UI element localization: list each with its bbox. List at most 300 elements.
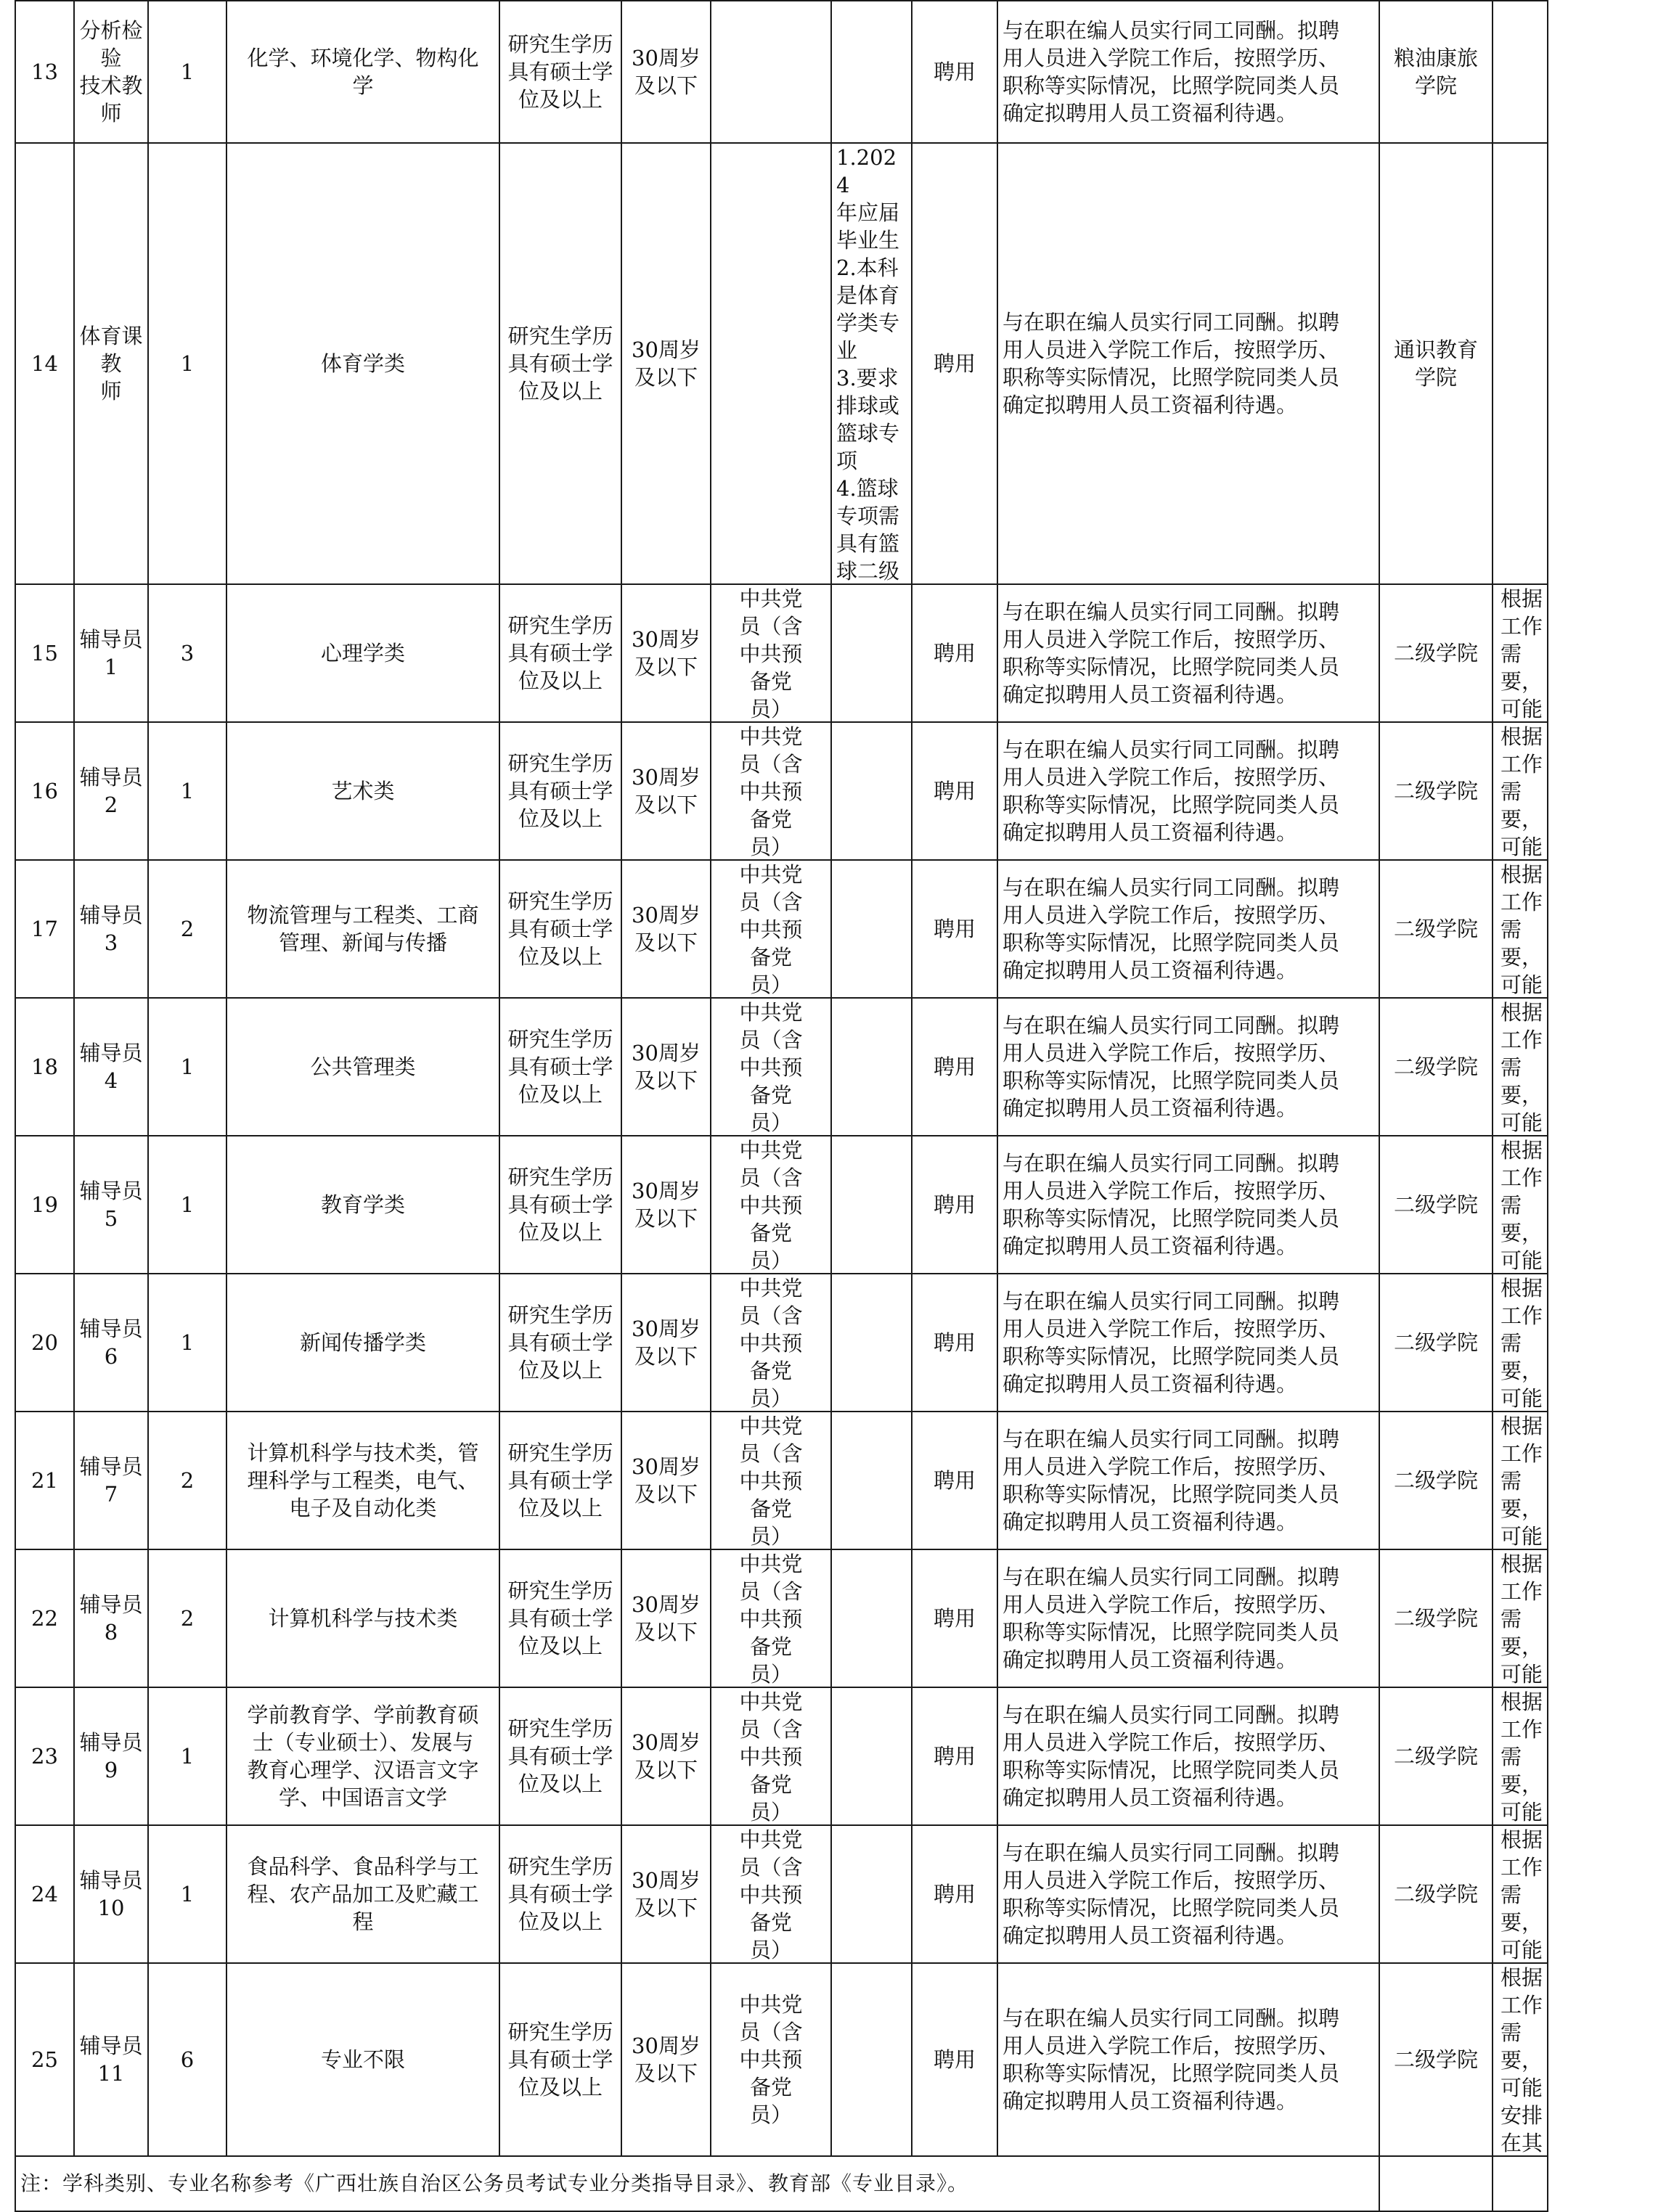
employment-form-cell-text: 聘用	[933, 1744, 976, 1769]
age-cell	[621, 1274, 711, 1412]
department-cell-text: 二级学院	[1393, 1744, 1478, 1769]
pay-cell	[997, 1274, 1379, 1412]
pay-cell	[997, 1412, 1379, 1549]
other-conditions-cell	[831, 1, 912, 143]
position-title-cell	[74, 1687, 148, 1825]
headcount-cell-text: 1	[180, 1192, 195, 1217]
education-cell	[499, 584, 621, 722]
age-cell-text: 30周岁 及以下	[632, 1041, 701, 1093]
major-cell-text: 计算机科学与技术类，管 理科学与工程类，电气、 电子及自动化类	[247, 1441, 479, 1520]
politics-cell-text: 中共党 员（含 中共预 备党 员）	[739, 1276, 803, 1411]
education-cell-text: 研究生学历 具有硕士学 位及以上	[507, 324, 613, 404]
department-cell	[1379, 998, 1493, 1136]
education-cell-text: 研究生学历 具有硕士学 位及以上	[507, 1854, 613, 1934]
department-cell	[1379, 1274, 1493, 1412]
pay-cell	[997, 1963, 1379, 2156]
age-cell	[621, 998, 711, 1136]
major-cell	[226, 1274, 499, 1412]
department-cell-text: 通识教育 学院	[1393, 337, 1478, 390]
employment-form-cell	[912, 1, 997, 143]
employment-form-cell-text: 聘用	[933, 351, 976, 376]
position-title-cell	[74, 998, 148, 1136]
age-cell-text: 30周岁 及以下	[632, 2033, 701, 2086]
table-row	[15, 722, 1548, 860]
major-cell-text: 化学、环境化学、物构化 学	[247, 46, 479, 98]
education-cell-text: 研究生学历 具有硕士学 位及以上	[507, 751, 613, 831]
headcount-cell	[148, 584, 226, 722]
employment-form-cell	[912, 1274, 997, 1412]
employment-form-cell	[912, 1412, 997, 1549]
politics-cell	[711, 860, 831, 998]
pay-cell	[997, 1687, 1379, 1825]
employment-form-cell-text: 聘用	[933, 1606, 976, 1631]
position-title-cell	[74, 1825, 148, 1963]
politics-cell-text: 中共党 员（含 中共预 备党 员）	[739, 586, 803, 721]
education-cell-text: 研究生学历 具有硕士学 位及以上	[507, 613, 613, 693]
department-cell-text: 二级学院	[1393, 779, 1478, 803]
department-cell	[1379, 860, 1493, 998]
education-cell	[499, 1274, 621, 1412]
major-cell	[226, 1687, 499, 1825]
department-cell	[1379, 1825, 1493, 1963]
department-cell	[1379, 1, 1493, 143]
seq-cell-text: 24	[31, 1882, 58, 1906]
department-cell	[1379, 1412, 1493, 1549]
seq-cell-text: 18	[31, 1054, 58, 1079]
position-title-cell	[74, 1274, 148, 1412]
politics-cell	[711, 584, 831, 722]
seq-cell	[15, 1136, 74, 1274]
major-cell-text: 物流管理与工程类、工商 管理、新闻与传播	[247, 903, 479, 955]
headcount-cell	[148, 722, 226, 860]
education-cell	[499, 722, 621, 860]
pay-cell	[997, 1136, 1379, 1274]
age-cell	[621, 1136, 711, 1274]
employment-form-cell-text: 聘用	[933, 1330, 976, 1355]
position-title-cell-text: 辅导员11	[79, 2033, 143, 2086]
pay-cell	[997, 998, 1379, 1136]
department-cell-text: 二级学院	[1393, 1882, 1478, 1906]
age-cell-text: 30周岁 及以下	[632, 1454, 701, 1507]
department-cell-text: 二级学院	[1393, 1192, 1478, 1217]
other-conditions-cell	[831, 1825, 912, 1963]
employment-form-cell	[912, 1963, 997, 2156]
seq-cell	[15, 860, 74, 998]
pay-cell	[997, 584, 1379, 722]
major-cell-text: 公共管理类	[310, 1054, 416, 1079]
remarks-cell	[1493, 1136, 1548, 1274]
age-cell-text: 30周岁 及以下	[632, 1179, 701, 1231]
politics-cell-text: 中共党 员（含 中共预 备党 员）	[739, 724, 803, 859]
education-cell	[499, 860, 621, 998]
footnote-empty-cell	[1493, 2156, 1548, 2211]
age-cell-text: 30周岁 及以下	[632, 627, 701, 679]
table-row	[15, 1825, 1548, 1963]
education-cell	[499, 1549, 621, 1687]
pay-cell-text: 与在职在编人员实行同工同酬。拟聘 用人员进入学院工作后，按照学历、 职称等实际情况，比照学院同类人员 确定拟聘用人员工资福利待遇。	[1003, 737, 1340, 845]
table-body	[15, 1, 1548, 2211]
remarks-cell	[1493, 998, 1548, 1136]
education-cell	[499, 1963, 621, 2156]
department-cell	[1379, 143, 1493, 584]
department-cell-text: 粮油康旅 学院	[1393, 46, 1478, 98]
employment-form-cell-text: 聘用	[933, 641, 976, 665]
remarks-cell	[1493, 1, 1548, 143]
education-cell	[499, 1, 621, 143]
pay-cell	[997, 1825, 1379, 1963]
headcount-cell	[148, 1687, 226, 1825]
remarks-cell	[1493, 1412, 1548, 1549]
headcount-cell	[148, 1549, 226, 1687]
remarks-cell-text: 根据 工作 需要， 可能	[1501, 1689, 1543, 1824]
department-cell-text: 二级学院	[1393, 1330, 1478, 1355]
remarks-cell	[1493, 722, 1548, 860]
position-title-cell-text: 辅导员5	[79, 1179, 143, 1231]
headcount-cell	[148, 1136, 226, 1274]
seq-cell	[15, 584, 74, 722]
employment-form-cell-text: 聘用	[933, 1054, 976, 1079]
education-cell-text: 研究生学历 具有硕士学 位及以上	[507, 1303, 613, 1382]
position-title-cell	[74, 1412, 148, 1549]
pay-cell-text: 与在职在编人员实行同工同酬。拟聘 用人员进入学院工作后，按照学历、 职称等实际情况，比照学院同类人员 确定拟聘用人员工资福利待遇。	[1003, 2006, 1340, 2113]
politics-cell-text: 中共党 员（含 中共预 备党 员）	[739, 862, 803, 997]
seq-cell-text: 14	[31, 351, 58, 376]
department-cell-text: 二级学院	[1393, 1054, 1478, 1079]
employment-form-cell-text: 聘用	[933, 2047, 976, 2072]
age-cell	[621, 722, 711, 860]
department-cell	[1379, 1549, 1493, 1687]
pay-cell-text: 与在职在编人员实行同工同酬。拟聘 用人员进入学院工作后，按照学历、 职称等实际情况，比照学院同类人员 确定拟聘用人员工资福利待遇。	[1003, 1013, 1340, 1121]
headcount-cell	[148, 1, 226, 143]
headcount-cell-text: 1	[180, 1744, 195, 1769]
pay-cell-text: 与在职在编人员实行同工同酬。拟聘 用人员进入学院工作后，按照学历、 职称等实际情况，比照学院同类人员 确定拟聘用人员工资福利待遇。	[1003, 1427, 1340, 1534]
education-cell-text: 研究生学历 具有硕士学 位及以上	[507, 2020, 613, 2100]
pay-cell	[997, 1, 1379, 143]
other-conditions-cell	[831, 860, 912, 998]
education-cell-text: 研究生学历 具有硕士学 位及以上	[507, 1716, 613, 1796]
table-row	[15, 1412, 1548, 1549]
age-cell	[621, 1825, 711, 1963]
table-row	[15, 998, 1548, 1136]
headcount-cell-text: 1	[180, 779, 195, 803]
politics-cell	[711, 1136, 831, 1274]
remarks-cell	[1493, 1274, 1548, 1412]
pay-cell	[997, 143, 1379, 584]
employment-form-cell-text: 聘用	[933, 1468, 976, 1493]
remarks-cell	[1493, 1963, 1548, 2156]
employment-form-cell	[912, 143, 997, 584]
pay-cell	[997, 1549, 1379, 1687]
headcount-cell-text: 1	[180, 1330, 195, 1355]
major-cell-text: 心理学类	[320, 641, 405, 665]
table-row	[15, 143, 1548, 584]
headcount-cell	[148, 998, 226, 1136]
other-conditions-cell	[831, 1549, 912, 1687]
age-cell-text: 30周岁 及以下	[632, 1592, 701, 1644]
remarks-cell-text: 根据 工作 需要， 可能	[1501, 1138, 1543, 1273]
headcount-cell-text: 1	[180, 1882, 195, 1906]
remarks-cell-text: 根据 工作 需要， 可能 安排 在其	[1501, 1965, 1543, 2155]
seq-cell	[15, 722, 74, 860]
major-cell-text: 艺术类	[331, 779, 395, 803]
major-cell	[226, 1, 499, 143]
other-conditions-cell	[831, 1412, 912, 1549]
seq-cell-text: 22	[31, 1606, 58, 1631]
seq-cell-text: 20	[31, 1330, 58, 1355]
remarks-cell-text: 根据 工作 需要， 可能	[1501, 586, 1543, 721]
seq-cell-text: 17	[31, 917, 58, 941]
table-row	[15, 1274, 1548, 1412]
headcount-cell-text: 6	[180, 2047, 195, 2072]
position-title-cell	[74, 1963, 148, 2156]
politics-cell	[711, 1549, 831, 1687]
major-cell	[226, 1549, 499, 1687]
employment-form-cell	[912, 584, 997, 722]
table-row	[15, 1963, 1548, 2156]
education-cell-text: 研究生学历 具有硕士学 位及以上	[507, 889, 613, 969]
position-title-cell-text: 辅导员2	[79, 765, 143, 817]
seq-cell	[15, 1963, 74, 2156]
major-cell-text: 学前教育学、学前教育硕 士（专业硕士）、发展与 教育心理学、汉语言文字 学、中国语言文学	[247, 1703, 479, 1810]
remarks-cell	[1493, 1825, 1548, 1963]
pay-cell-text: 与在职在编人员实行同工同酬。拟聘 用人员进入学院工作后，按照学历、 职称等实际情况，比照学院同类人员 确定拟聘用人员工资福利待遇。	[1003, 310, 1340, 417]
employment-form-cell-text: 聘用	[933, 1192, 976, 1217]
age-cell	[621, 1963, 711, 2156]
politics-cell	[711, 1825, 831, 1963]
position-title-cell-text: 辅导员6	[79, 1316, 143, 1369]
other-conditions-cell	[831, 143, 912, 584]
age-cell	[621, 584, 711, 722]
department-cell	[1379, 584, 1493, 722]
age-cell	[621, 143, 711, 584]
education-cell-text: 研究生学历 具有硕士学 位及以上	[507, 1578, 613, 1658]
pay-cell-text: 与在职在编人员实行同工同酬。拟聘 用人员进入学院工作后，按照学历、 职称等实际情况，比照学院同类人员 确定拟聘用人员工资福利待遇。	[1003, 1565, 1340, 1672]
seq-cell-text: 15	[31, 641, 58, 665]
other-conditions-cell-text: 1.2024 年应届 毕业生 2.本科 是体育 学类专 业 3.要求 排球或 篮球专 项 4.篮球 专项需 具有篮 球二级	[836, 145, 900, 583]
other-conditions-cell	[831, 1963, 912, 2156]
seq-cell-text: 13	[31, 60, 58, 84]
education-cell	[499, 143, 621, 584]
department-cell	[1379, 1136, 1493, 1274]
age-cell-text: 30周岁 及以下	[632, 903, 701, 955]
major-cell-text: 食品科学、食品科学与工 程、农产品加工及贮藏工 程	[247, 1854, 479, 1934]
remarks-cell-text: 根据 工作 需要， 可能	[1501, 1552, 1543, 1687]
education-cell	[499, 998, 621, 1136]
major-cell	[226, 998, 499, 1136]
politics-cell	[711, 1, 831, 143]
politics-cell	[711, 1687, 831, 1825]
footnote-empty-cell	[1379, 2156, 1493, 2211]
department-cell	[1379, 1687, 1493, 1825]
position-title-cell-text: 辅导员1	[79, 627, 143, 679]
employment-form-cell	[912, 1687, 997, 1825]
employment-form-cell	[912, 1136, 997, 1274]
position-title-cell-text: 辅导员8	[79, 1592, 143, 1644]
remarks-cell-text: 根据 工作 需要， 可能	[1501, 724, 1543, 859]
employment-form-cell	[912, 860, 997, 998]
age-cell	[621, 1687, 711, 1825]
age-cell	[621, 1412, 711, 1549]
age-cell-text: 30周岁 及以下	[632, 1730, 701, 1782]
age-cell	[621, 860, 711, 998]
remarks-cell-text: 根据 工作 需要， 可能	[1501, 1827, 1543, 1962]
age-cell-text: 30周岁 及以下	[632, 337, 701, 390]
politics-cell-text: 中共党 员（含 中共预 备党 员）	[739, 1992, 803, 2127]
position-title-cell	[74, 1549, 148, 1687]
pay-cell-text: 与在职在编人员实行同工同酬。拟聘 用人员进入学院工作后，按照学历、 职称等实际情况，比照学院同类人员 确定拟聘用人员工资福利待遇。	[1003, 599, 1340, 707]
remarks-cell-text: 根据 工作 需要， 可能	[1501, 1000, 1543, 1135]
age-cell	[621, 1, 711, 143]
other-conditions-cell	[831, 1687, 912, 1825]
seq-cell-text: 19	[31, 1192, 58, 1217]
pay-cell-text: 与在职在编人员实行同工同酬。拟聘 用人员进入学院工作后，按照学历、 职称等实际情况，比照学院同类人员 确定拟聘用人员工资福利待遇。	[1003, 1151, 1340, 1258]
major-cell-text: 新闻传播学类	[299, 1330, 426, 1355]
remarks-cell-text: 根据 工作 需要， 可能	[1501, 1414, 1543, 1549]
table-row	[15, 1, 1548, 143]
headcount-cell-text: 2	[180, 917, 195, 941]
major-cell	[226, 1136, 499, 1274]
education-cell-text: 研究生学历 具有硕士学 位及以上	[507, 1441, 613, 1520]
other-conditions-cell	[831, 1274, 912, 1412]
major-cell	[226, 1412, 499, 1549]
position-title-cell-text: 辅导员4	[79, 1041, 143, 1093]
position-title-cell	[74, 722, 148, 860]
politics-cell	[711, 722, 831, 860]
recruitment-table	[15, 0, 1548, 2212]
politics-cell	[711, 1412, 831, 1549]
major-cell-text: 计算机科学与技术类	[268, 1606, 458, 1631]
position-title-cell-text: 分析检验 技术教师	[79, 18, 143, 126]
table-row	[15, 1549, 1548, 1687]
pay-cell-text: 与在职在编人员实行同工同酬。拟聘 用人员进入学院工作后，按照学历、 职称等实际情况，比照学院同类人员 确定拟聘用人员工资福利待遇。	[1003, 875, 1340, 983]
footnote-row	[15, 2156, 1548, 2211]
major-cell-text: 专业不限	[320, 2047, 405, 2072]
politics-cell	[711, 1274, 831, 1412]
other-conditions-cell	[831, 722, 912, 860]
remarks-cell-text: 根据 工作 需要， 可能	[1501, 1276, 1543, 1411]
politics-cell-text: 中共党 员（含 中共预 备党 员）	[739, 1827, 803, 1962]
position-title-cell	[74, 860, 148, 998]
education-cell	[499, 1136, 621, 1274]
pay-cell-text: 与在职在编人员实行同工同酬。拟聘 用人员进入学院工作后，按照学历、 职称等实际情况，比照学院同类人员 确定拟聘用人员工资福利待遇。	[1003, 18, 1340, 126]
employment-form-cell-text: 聘用	[933, 1882, 976, 1906]
seq-cell	[15, 1274, 74, 1412]
employment-form-cell-text: 聘用	[933, 60, 976, 84]
headcount-cell-text: 1	[180, 60, 195, 84]
department-cell-text: 二级学院	[1393, 917, 1478, 941]
employment-form-cell-text: 聘用	[933, 917, 976, 941]
table-row	[15, 1136, 1548, 1274]
headcount-cell-text: 2	[180, 1468, 195, 1493]
table-row	[15, 584, 1548, 722]
age-cell-text: 30周岁 及以下	[632, 1316, 701, 1369]
employment-form-cell	[912, 1825, 997, 1963]
position-title-cell	[74, 143, 148, 584]
politics-cell	[711, 1963, 831, 2156]
position-title-cell-text: 辅导员7	[79, 1454, 143, 1507]
other-conditions-cell	[831, 998, 912, 1136]
position-title-cell-text: 体育课教 师	[79, 324, 143, 404]
remarks-cell	[1493, 1549, 1548, 1687]
age-cell-text: 30周岁 及以下	[632, 1868, 701, 1920]
politics-cell-text: 中共党 员（含 中共预 备党 员）	[739, 1000, 803, 1135]
major-cell	[226, 1963, 499, 2156]
politics-cell	[711, 998, 831, 1136]
age-cell-text: 30周岁 及以下	[632, 46, 701, 98]
pay-cell	[997, 722, 1379, 860]
employment-form-cell	[912, 1549, 997, 1687]
headcount-cell-text: 1	[180, 1054, 195, 1079]
headcount-cell	[148, 1412, 226, 1549]
education-cell-text: 研究生学历 具有硕士学 位及以上	[507, 1027, 613, 1107]
department-cell	[1379, 722, 1493, 860]
headcount-cell	[148, 860, 226, 998]
other-conditions-cell	[831, 584, 912, 722]
position-title-cell	[74, 1136, 148, 1274]
position-title-cell-text: 辅导员10	[79, 1868, 143, 1920]
headcount-cell-text: 2	[180, 1606, 195, 1631]
major-cell	[226, 722, 499, 860]
pay-cell-text: 与在职在编人员实行同工同酬。拟聘 用人员进入学院工作后，按照学历、 职称等实际情况，比照学院同类人员 确定拟聘用人员工资福利待遇。	[1003, 1703, 1340, 1810]
position-title-cell-text: 辅导员3	[79, 903, 143, 955]
seq-cell	[15, 1412, 74, 1549]
seq-cell-text: 23	[31, 1744, 58, 1769]
department-cell-text: 二级学院	[1393, 2047, 1478, 2072]
remarks-cell-text: 根据 工作 需要， 可能	[1501, 862, 1543, 997]
remarks-cell	[1493, 143, 1548, 584]
position-title-cell	[74, 584, 148, 722]
pay-cell	[997, 860, 1379, 998]
table-row	[15, 860, 1548, 998]
pay-cell-text: 与在职在编人员实行同工同酬。拟聘 用人员进入学院工作后，按照学历、 职称等实际情况，比照学院同类人员 确定拟聘用人员工资福利待遇。	[1003, 1840, 1340, 1948]
seq-cell	[15, 1687, 74, 1825]
politics-cell-text: 中共党 员（含 中共预 备党 员）	[739, 1689, 803, 1824]
seq-cell	[15, 1, 74, 143]
major-cell-text: 体育学类	[320, 351, 405, 376]
politics-cell	[711, 143, 831, 584]
seq-cell	[15, 1825, 74, 1963]
position-title-cell	[74, 1, 148, 143]
education-cell-text: 研究生学历 具有硕士学 位及以上	[507, 1165, 613, 1245]
age-cell	[621, 1549, 711, 1687]
politics-cell-text: 中共党 员（含 中共预 备党 员）	[739, 1414, 803, 1549]
department-cell	[1379, 1963, 1493, 2156]
employment-form-cell	[912, 998, 997, 1136]
footnote: 注：学科类别、专业名称参考《广西壮族自治区公务员考试专业分类指导目录》、教育部《专业目录》。	[15, 2156, 1379, 2211]
seq-cell-text: 25	[31, 2047, 58, 2072]
remarks-cell	[1493, 584, 1548, 722]
employment-form-cell-text: 聘用	[933, 779, 976, 803]
headcount-cell-text: 1	[180, 351, 195, 376]
education-cell	[499, 1825, 621, 1963]
table-row	[15, 1687, 1548, 1825]
major-cell	[226, 584, 499, 722]
major-cell	[226, 860, 499, 998]
headcount-cell-text: 3	[180, 641, 195, 665]
major-cell	[226, 143, 499, 584]
remarks-cell	[1493, 860, 1548, 998]
major-cell	[226, 1825, 499, 1963]
department-cell-text: 二级学院	[1393, 641, 1478, 665]
politics-cell-text: 中共党 员（含 中共预 备党 员）	[739, 1138, 803, 1273]
education-cell	[499, 1412, 621, 1549]
employment-form-cell	[912, 722, 997, 860]
position-title-cell-text: 辅导员9	[79, 1730, 143, 1782]
seq-cell	[15, 998, 74, 1136]
education-cell-text: 研究生学历 具有硕士学 位及以上	[507, 32, 613, 112]
seq-cell	[15, 143, 74, 584]
education-cell	[499, 1687, 621, 1825]
